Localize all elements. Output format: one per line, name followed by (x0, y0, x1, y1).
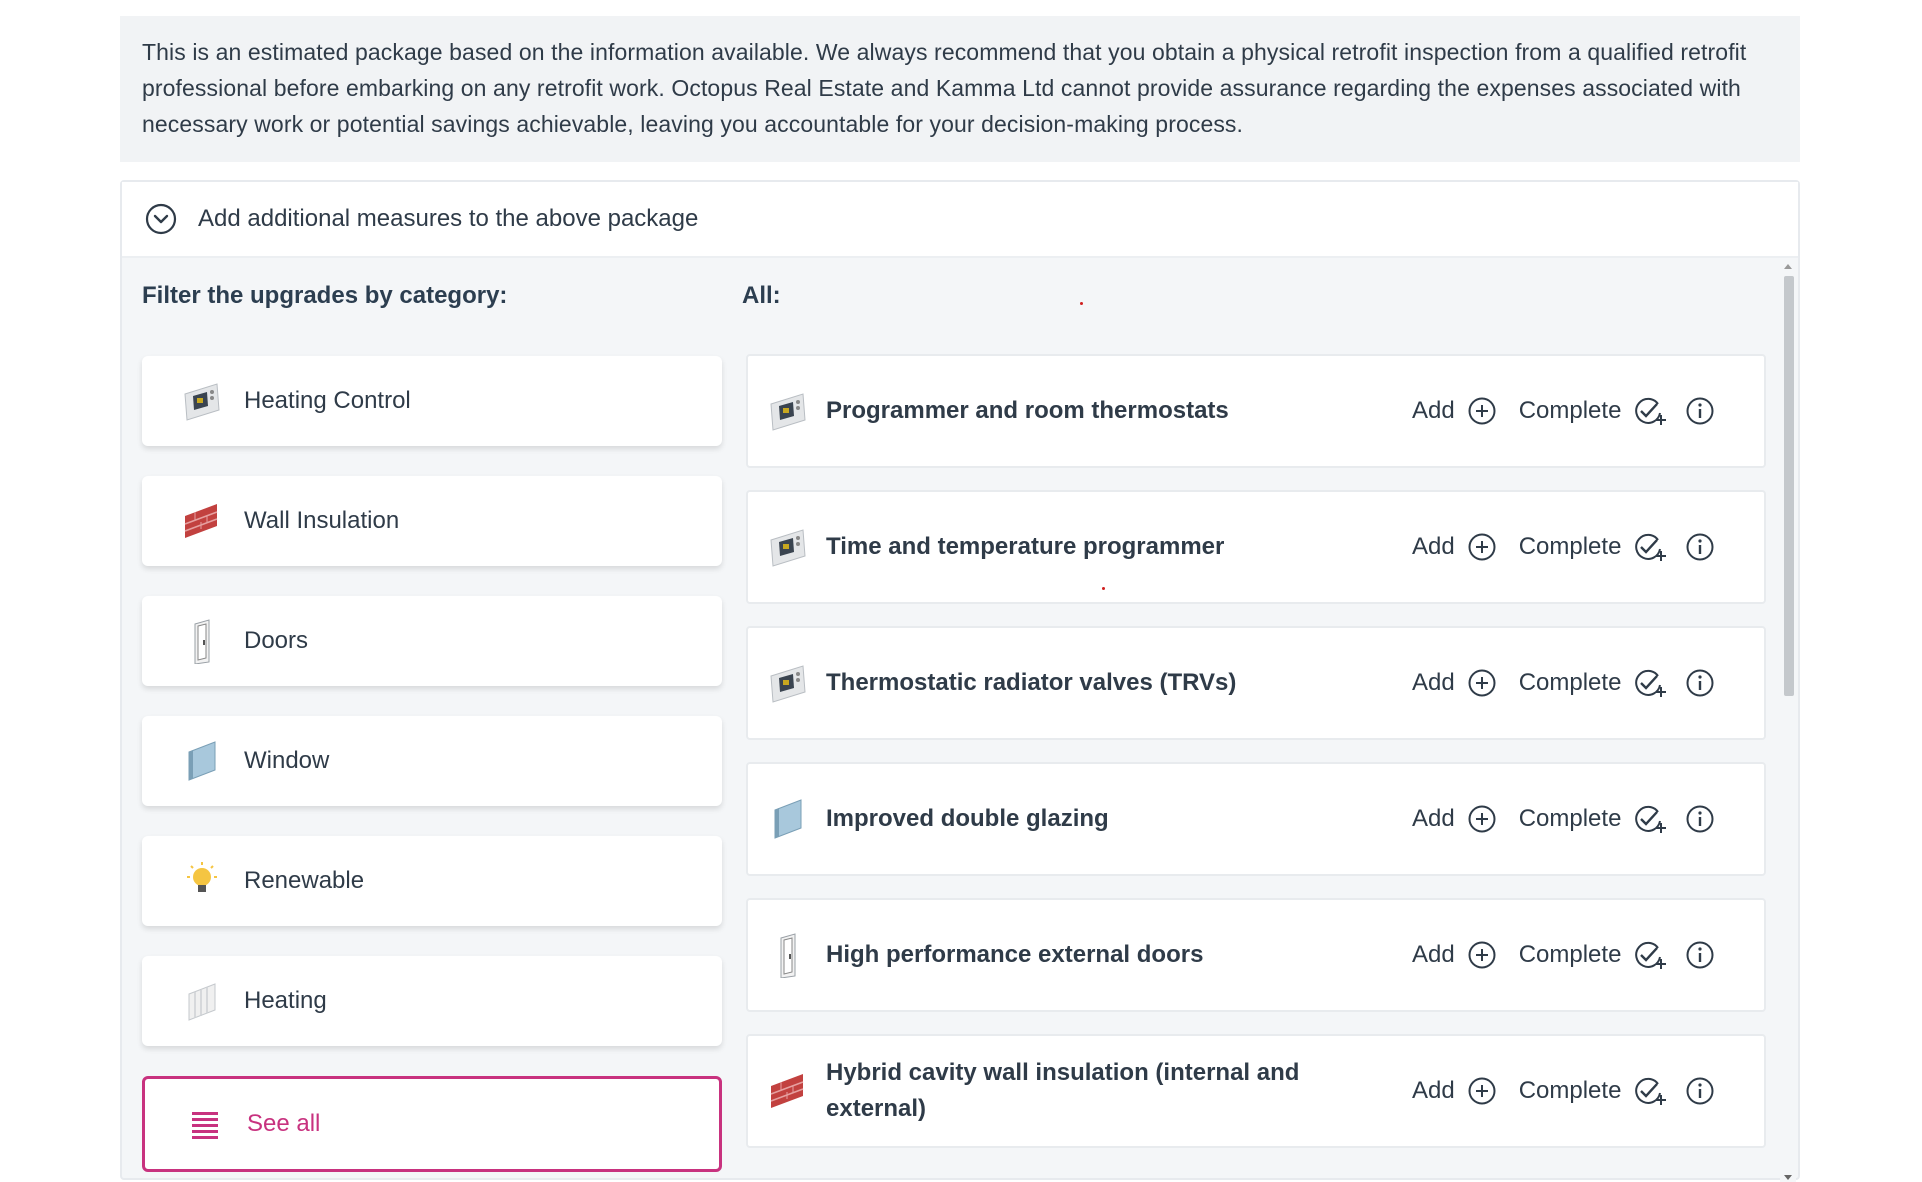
additional-measures-panel (120, 180, 1800, 1180)
radiator-icon (180, 979, 224, 1023)
check-plus-icon (1633, 668, 1667, 698)
category-label: Heating Control (244, 387, 411, 414)
category-heating[interactable] (142, 956, 722, 1046)
window-icon (180, 739, 224, 783)
category-label: Doors (244, 627, 309, 654)
info-icon (1685, 668, 1715, 698)
category-label: Renewable (244, 867, 365, 894)
plus-circle-icon (1467, 668, 1497, 698)
info-icon (1685, 532, 1715, 562)
plus-circle-icon (1467, 804, 1497, 834)
category-see-all[interactable] (142, 1076, 722, 1172)
decorative-dot (1102, 587, 1105, 590)
info-icon (1685, 1076, 1715, 1106)
complete-button[interactable]: Complete (1519, 940, 1668, 970)
category-window[interactable] (142, 716, 722, 806)
info-icon (1685, 804, 1715, 834)
info-button[interactable] (1685, 668, 1715, 698)
category-label: Heating (244, 987, 327, 1014)
check-plus-icon (1633, 532, 1667, 562)
filter-title: Filter the upgrades by category: (142, 282, 508, 309)
thermostat-icon (766, 389, 810, 433)
measure-row (746, 490, 1766, 604)
add-button[interactable]: Add (1412, 804, 1497, 834)
info-button[interactable] (1685, 1076, 1715, 1106)
list-title: All: (742, 282, 781, 309)
measure-name: Hybrid cavity wall insulation (internal and external) (826, 1059, 1300, 1122)
measure-row (746, 762, 1766, 876)
measure-row (746, 354, 1766, 468)
decorative-dot (1080, 302, 1083, 305)
measure-row (746, 898, 1766, 1012)
chevron-down-circle-icon (144, 202, 178, 236)
check-plus-icon (1633, 396, 1667, 426)
category-label: See all (247, 1110, 321, 1137)
info-button[interactable] (1685, 804, 1715, 834)
add-button[interactable]: Add (1412, 940, 1497, 970)
scrollbar-thumb[interactable] (1784, 276, 1794, 696)
add-button[interactable]: Add (1412, 1076, 1497, 1106)
measure-row (746, 1034, 1766, 1148)
disclaimer-text: This is an estimated package based on the information available. We always recommend that you obtain a physical retrofit inspection from a qualified retrofit professional before embarking on any retrofit work. Octopus Real Estate and Kamma Ltd cannot provide assurance regarding the expenses associated with necessary work or potential savings achievable, leaving you accountable for your decision-making process. (120, 16, 1800, 162)
category-renewable[interactable] (142, 836, 722, 926)
complete-button[interactable]: Complete (1519, 804, 1668, 834)
thermostat-icon (180, 379, 224, 423)
complete-button[interactable]: Complete (1519, 668, 1668, 698)
add-button[interactable]: Add (1412, 532, 1497, 562)
check-plus-icon (1633, 940, 1667, 970)
plus-circle-icon (1467, 532, 1497, 562)
lightbulb-icon (180, 859, 224, 903)
list-icon (183, 1102, 227, 1146)
measure-name: High performance external doors (826, 941, 1204, 968)
panel-title: Add additional measures to the above package (198, 205, 699, 232)
category-heating-control[interactable] (142, 356, 722, 446)
brick-wall-icon (766, 1069, 810, 1113)
scroll-down-arrow-icon[interactable] (1784, 1175, 1792, 1180)
category-doors[interactable] (142, 596, 722, 686)
add-button[interactable]: Add (1412, 396, 1497, 426)
complete-button[interactable]: Complete (1519, 1076, 1668, 1106)
info-icon (1685, 396, 1715, 426)
brick-wall-icon (180, 499, 224, 543)
add-button[interactable]: Add (1412, 668, 1497, 698)
door-icon (766, 933, 810, 977)
thermostat-icon (766, 661, 810, 705)
info-icon (1685, 940, 1715, 970)
panel-header-toggle[interactable] (122, 182, 1798, 258)
plus-circle-icon (1467, 1076, 1497, 1106)
complete-button[interactable]: Complete (1519, 396, 1668, 426)
measure-name: Thermostatic radiator valves (TRVs) (826, 669, 1237, 696)
category-label: Window (244, 747, 330, 774)
list-scrollbar[interactable] (1780, 262, 1796, 1182)
category-wall-insulation[interactable] (142, 476, 722, 566)
measure-name: Time and temperature programmer (826, 533, 1225, 560)
info-button[interactable] (1685, 532, 1715, 562)
measure-row (746, 626, 1766, 740)
plus-circle-icon (1467, 396, 1497, 426)
door-icon (180, 619, 224, 663)
info-button[interactable] (1685, 940, 1715, 970)
check-plus-icon (1633, 1076, 1667, 1106)
plus-circle-icon (1467, 940, 1497, 970)
check-plus-icon (1633, 804, 1667, 834)
window-icon (766, 797, 810, 841)
info-button[interactable] (1685, 396, 1715, 426)
thermostat-icon (766, 525, 810, 569)
measure-name: Improved double glazing (826, 805, 1109, 832)
complete-button[interactable]: Complete (1519, 532, 1668, 562)
measure-name: Programmer and room thermostats (826, 397, 1229, 424)
category-label: Wall Insulation (244, 507, 400, 534)
scroll-up-arrow-icon[interactable] (1784, 264, 1792, 269)
